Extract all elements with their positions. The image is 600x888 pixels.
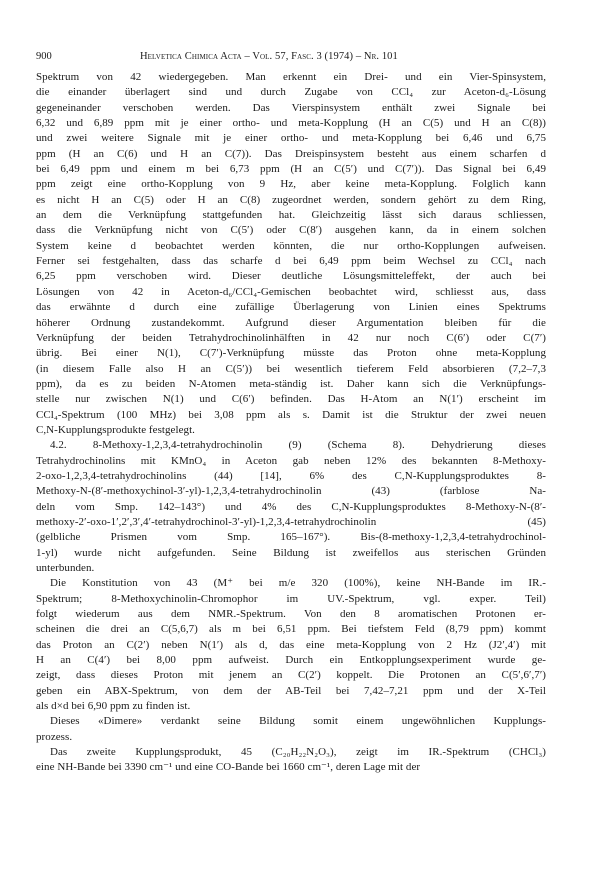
text-line: das erwähnte d durch eine zufällige Überlagerung von Linien eines Spektrums xyxy=(36,301,546,314)
text-line: 6,25 ppm verschoben wird. Dieser deutliche Lösungsmitteleffekt, der auch bei xyxy=(36,270,546,283)
text-line: unterbunden. xyxy=(36,562,95,574)
text-line: dass die Verknüpfung nicht von C(5′) oder C(8′) ausgehen kann, da in einem solchen xyxy=(36,224,546,237)
text-line: geben ein ABX-Spektrum, von dem der AB-Teil bei 7,42–7,21 ppm und der X-Teil xyxy=(36,684,546,697)
text-line: höherer Ordnung zustandekommt. Aufgrund dieser Argumentation bleiben für die xyxy=(36,316,546,329)
text-line: H an C(4′) bei 8,00 ppm aufweist. Durch ein Entkopplungsexperiment wurde ge- xyxy=(36,654,546,667)
text-line: Die Konstitution von 43 (M⁺ bei m/e 320 (100%), keine NH-Bande im IR.- xyxy=(50,577,546,590)
text-line: gegeneinander verschoben werden. Das Vierspinsystem enthält zwei Signale bei xyxy=(36,101,546,114)
text-line: methoxy-2′-oxo-1′,2′,3′,4′-tetrahydrochinol-3′-yl)-1,2,3,4-tetrahydrochinolin (45) xyxy=(36,515,546,528)
text-line: ppm), da es zu beiden N-Atomen meta-ständig ist. Daher kann sich die Verknüpfungs- xyxy=(36,377,546,390)
text-line: 6,32 und 6,89 ppm mit je einer ortho- und meta-Kopplung (H an C(5) und H an C(8)) xyxy=(36,117,546,130)
text-line: ppm (H an C(6) und H an C(7)). Das Dreispinsystem besteht aus einem scharfen d xyxy=(36,147,546,160)
text-line: ppm zeigt eine ortho-Kopplung von 9 Hz, aber keine meta-Kopplung. Folglich kann xyxy=(36,178,546,191)
text-line: als d×d bei 6,90 ppm zu finden ist. xyxy=(36,700,191,713)
text-line: 4.2. 8-Methoxy-1,2,3,4-tetrahydrochinolin (9) (Schema 8). Dehydrierung dieses xyxy=(50,439,546,452)
paragraph xyxy=(36,438,546,576)
page-number: 900 xyxy=(36,51,52,62)
text-line: deln vom Smp. 142–143°) und 4% des C,N-Kupplungsproduktes 8-Methoxy-N-(8′- xyxy=(36,500,546,513)
text-line: die einander überlagert sind und durch Zugabe von CCl₄ zur Aceton-d₆-Lösung xyxy=(36,86,546,99)
text-line: (gelbliche Prismen vom Smp. 165–167°). Bis-(8-methoxy-1,2,3,4-tetrahydrochinol- xyxy=(36,531,546,544)
text-line: zeigt, dass dieses Proton mit jenem an C(2′) koppelt. Die Protonen an C(5′,6′,7′) xyxy=(36,669,546,682)
text-line: 1-yl) wurde nicht aufgefunden. Seine Bildung ist zweifellos aus sterischen Gründen xyxy=(36,546,546,559)
article-body xyxy=(36,70,546,776)
text-line: Verknüpfung der beiden Tetrahydrochinolinhälften in 42 nur noch C(6′) oder C(7′) xyxy=(36,331,546,344)
text-line: Tetrahydrochinolins mit KMnO₄ in Aceton gab neben 12% des bekannten 8-Methoxy- xyxy=(36,454,546,467)
text-line: prozess. xyxy=(36,730,73,743)
text-line: Spektrum von 42 wiedergegeben. Man erkennt ein Drei- und ein Vier-Spinsystem, xyxy=(36,71,546,83)
text-line: es nicht H an C(5) oder H an C(8) zugeordnet werden, sondern gehört zu dem Ring, xyxy=(36,193,546,206)
text-line: übrig. Bei einer N(1), C(7′)-Verknüpfung müsste das Proton ohne meta-Kopplung xyxy=(36,347,546,360)
text-line: eine NH-Bande bei 3390 cm⁻¹ und eine CO-Bande bei 1660 cm⁻¹, deren Lage mit der xyxy=(36,761,421,774)
text-line: das Proton an C(2′) neben N(1′) als d, das eine meta-Kopplung von 2 Hz (J2′,4′) mit xyxy=(36,638,546,651)
text-line: Ferner sei festgehalten, dass das scharfe d bei 6,49 ppm beim Wechsel zu CCl₄ nach xyxy=(36,255,546,268)
text-line: C,N-Kupplungsprodukte festgelegt. xyxy=(36,423,195,436)
text-line: Lösungen von 42 in Aceton-d₆/CCl₄-Gemischen beobachtet wird, schliesst aus, dass xyxy=(36,285,546,298)
text-line: CCl₄-Spektrum (100 MHz) bei 3,08 ppm als s. Damit ist die Struktur der zwei neuen xyxy=(36,408,546,421)
text-line: System keine d beobachtet werden könnten, die nur ortho-Kopplungen aufweisen. xyxy=(36,239,546,252)
text-line: und zwei weitere Signale mit je einer ortho- und meta-Kopplung bei 6,46 und 6,75 xyxy=(36,132,546,145)
paragraph xyxy=(36,70,546,438)
journal-citation: Helvetica Chimica Acta – Vol. 57, Fasc. 3 (1974) – Nr. 101 xyxy=(140,51,398,62)
text-line: Spektrum; 8-Methoxychinolin-Chromophor im UV.-Spektrum, vgl. exper. Teil) xyxy=(36,592,546,605)
text-line: an dem die Verknüpfung stattgefunden hat. Gleichzeitig lässt sich daraus schliessen, xyxy=(36,209,546,222)
text-line: Methoxy-N-(8′-methoxychinol-3′-yl)-1,2,3,4-tetrahydrochinolin (43) (farblose Na- xyxy=(36,485,546,498)
text-line: scheinen die drei an C(5,6,7) als m bei 6,51 ppm. Bei tiefstem Feld (8,79 ppm) kommt xyxy=(36,623,546,636)
text-line: bei 6,49 ppm und einem m bei 6,73 ppm (H an C(5′) und C(7′)). Das Signal bei 6,49 xyxy=(36,163,546,176)
paragraph xyxy=(36,576,546,714)
text-line: stelle nur zwischen N(1) und C(6′) befinden. Das H-Atom an N(1′) erscheint im xyxy=(36,393,546,406)
paragraph xyxy=(36,745,546,776)
text-line: Das zweite Kupplungsprodukt, 45 (C₂₀H₂₂N₂O₃), zeigt im IR.-Spektrum (CHCl₃) xyxy=(50,746,546,759)
paragraph xyxy=(36,714,546,745)
text-line: Dieses «Dimere» verdankt seine Bildung somit einem ungewöhnlichen Kupplungs- xyxy=(50,715,546,728)
text-line: (in diesem Falle also H an C(5′)) bei wesentlich tieferem Feld absorbieren (7,2–7,3 xyxy=(36,362,546,375)
text-line: 2-oxo-1,2,3,4-tetrahydrochinolins (44) [14], 6% des C,N-Kupplungsproduktes 8- xyxy=(36,469,546,482)
text-line: folgt wiederum aus dem NMR.-Spektrum. Von den 8 aromatischen Protonen er- xyxy=(36,608,546,621)
